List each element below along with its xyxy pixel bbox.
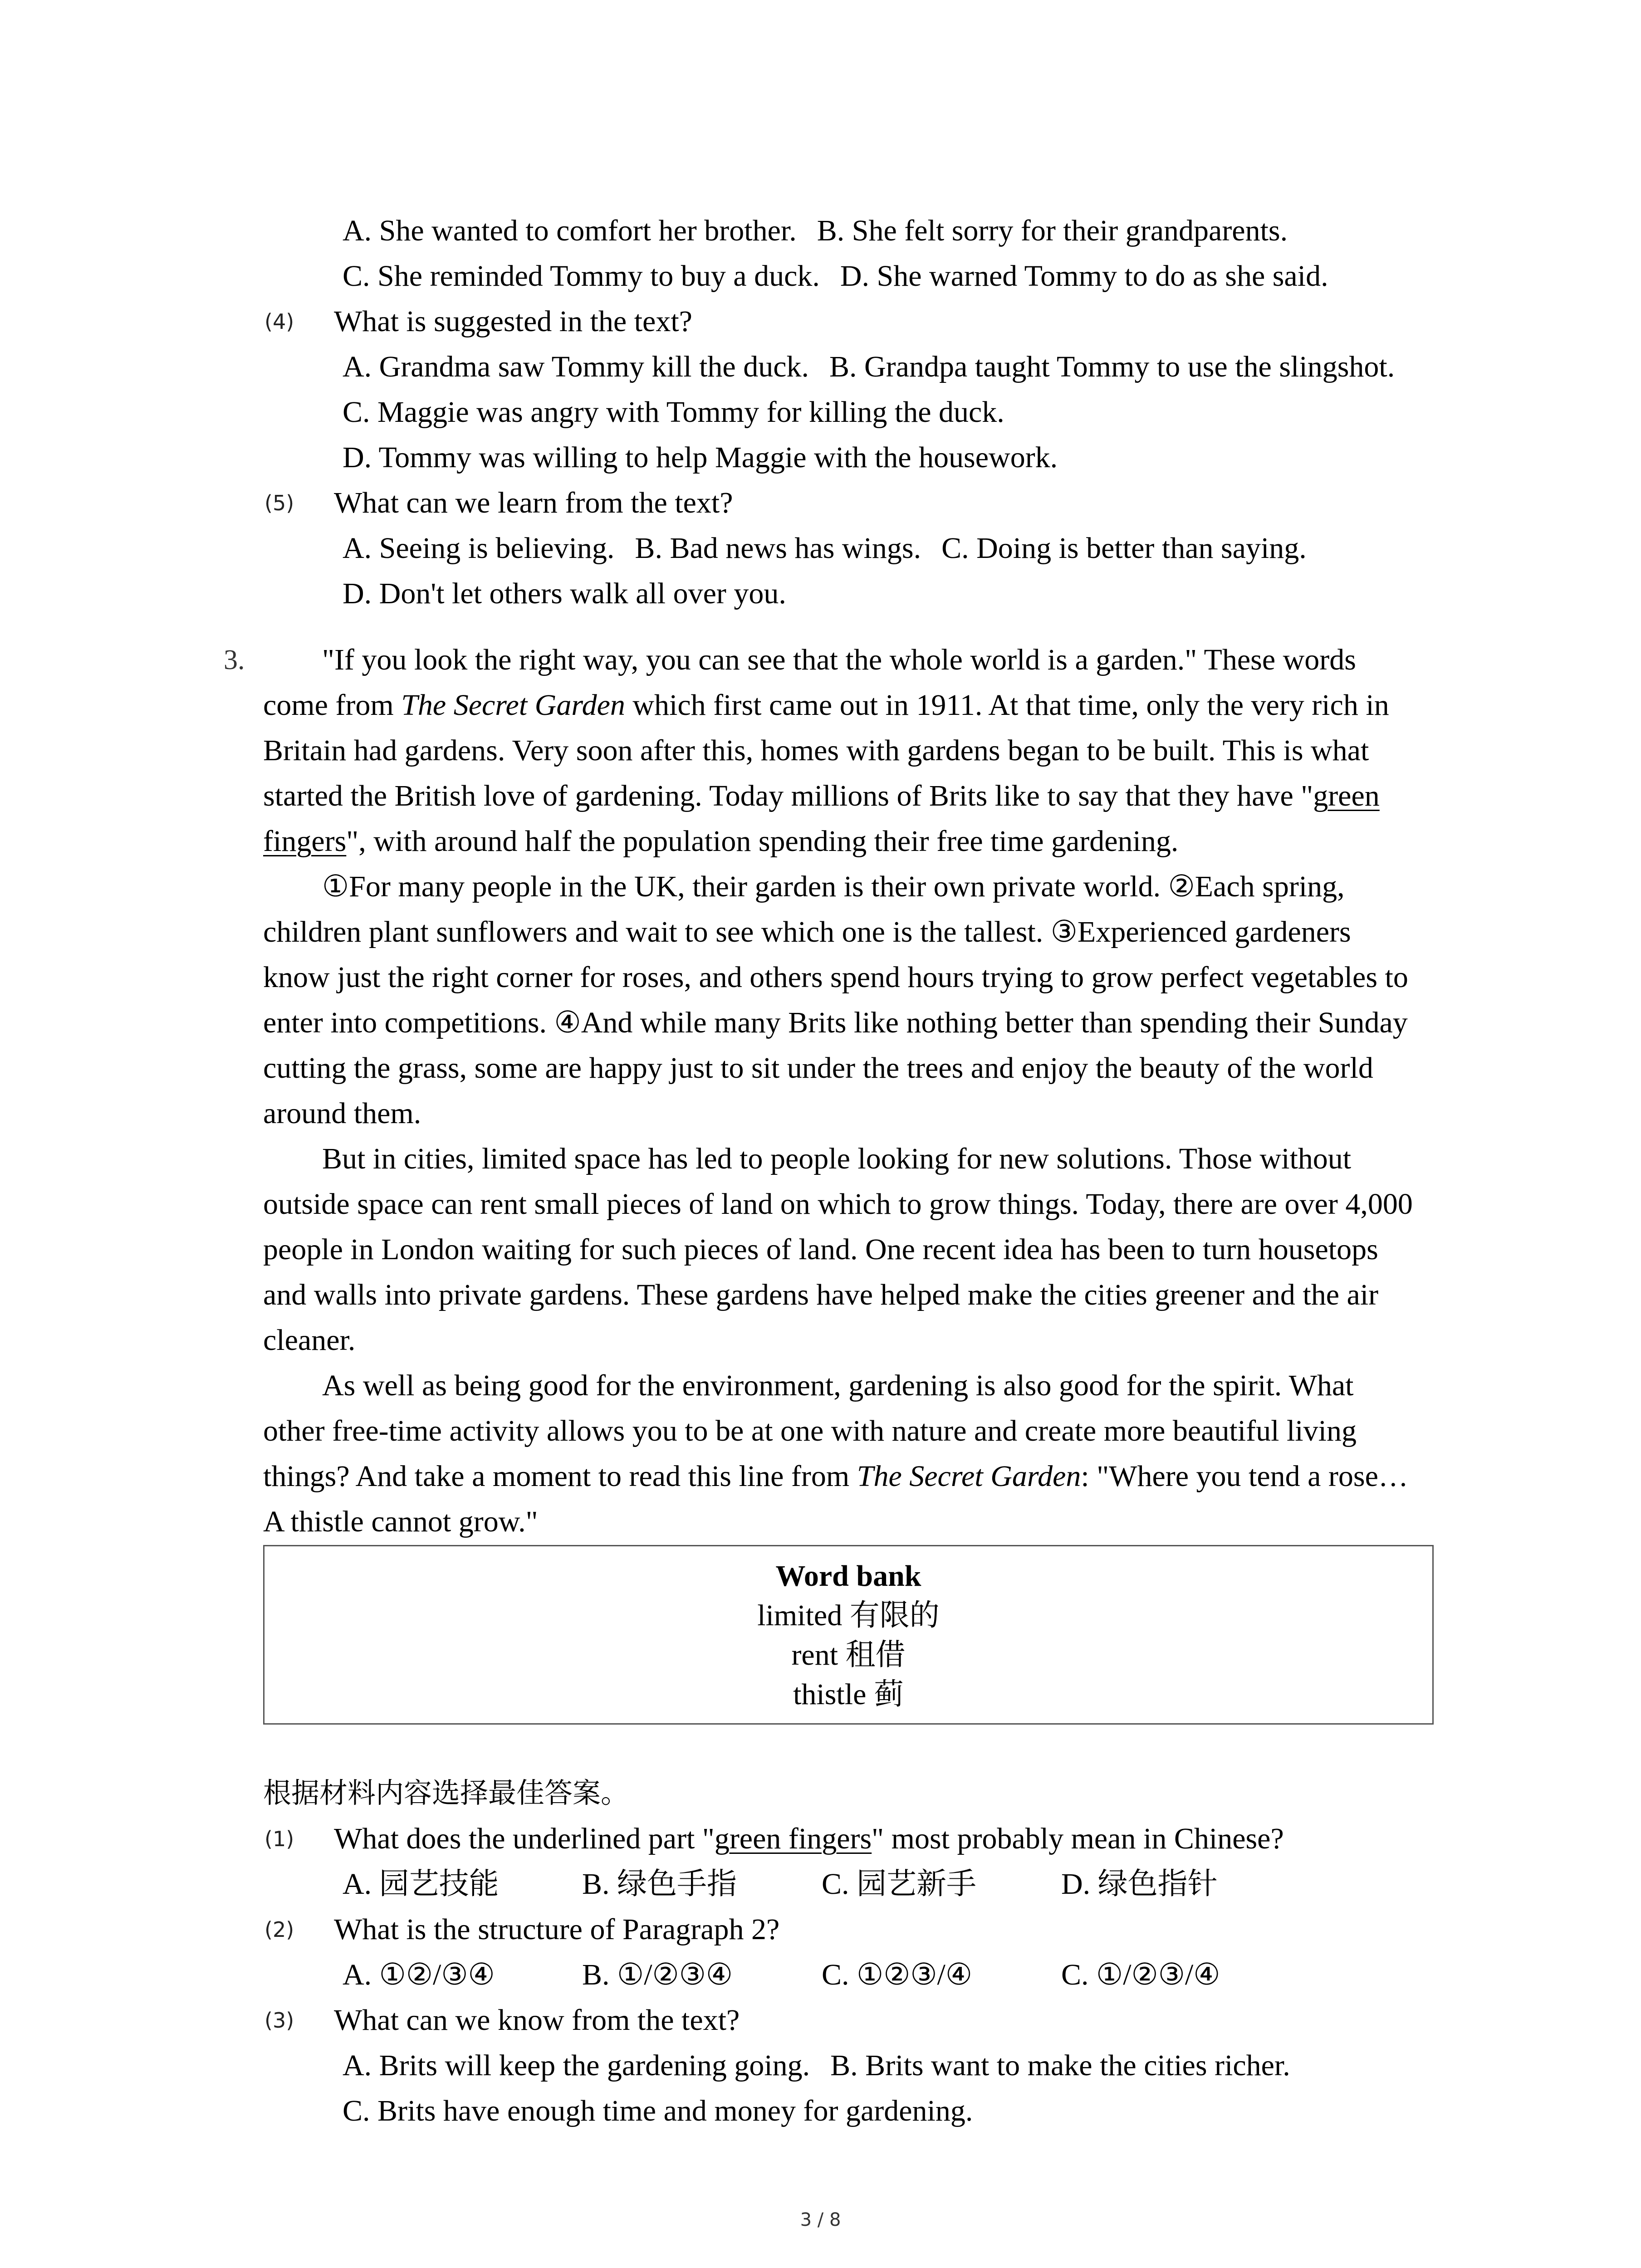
option-b: B. Brits want to make the cities richer. (830, 2049, 1290, 2082)
option-a: A. ①②/③④ (343, 1958, 495, 1991)
passage-line (0, 683, 1641, 728)
passage-text: ", with around half the population spending their free time gardening. (346, 825, 1179, 858)
option-a: A. Brits will keep the gardening going. (343, 2049, 810, 2082)
option-row (0, 254, 1641, 299)
option-a: A. Grandma saw Tommy kill the duck. (343, 350, 809, 383)
passage-text: started the British love of gardening. Today millions of Brits like to say that they have " (263, 779, 1313, 812)
page-number: 3 / 8 (800, 2209, 841, 2230)
passage-line (0, 909, 1641, 955)
option-c: C. Doing is better than saying. (941, 532, 1307, 565)
passage-text: children plant sunflowers and wait to see which one is the tallest. ③Experienced gardeners (263, 915, 1351, 948)
option-d: D. 绿色指针 (1061, 1867, 1218, 1901)
passage-questions (0, 1771, 1641, 2134)
passage-text: people in London waiting for such pieces of land. One recent idea has been to turn housetops (263, 1233, 1378, 1266)
option-c: C. 园艺新手 (822, 1867, 977, 1901)
passage-text: A thistle cannot grow." (263, 1505, 538, 1538)
option-row (0, 571, 1641, 616)
passage-line (0, 1227, 1641, 1272)
question-number: (1) (265, 1827, 294, 1851)
option-c: C. She reminded Tommy to buy a duck. (343, 259, 820, 293)
word-bank-entry: thistle 蓟 (793, 1678, 904, 1711)
question-number: (2) (265, 1917, 294, 1942)
passage-line (0, 955, 1641, 1000)
question-number: (5) (265, 491, 294, 515)
passage-line (0, 864, 1641, 909)
question-text: What is the structure of Paragraph 2? (334, 1913, 780, 1946)
passage-number: 3. (224, 645, 245, 675)
passage-text: and walls into private gardens. These gardens have helped make the cities greener and the air (263, 1278, 1379, 1311)
option-b: B. 绿色手指 (582, 1867, 737, 1901)
option-row (0, 1952, 1641, 1998)
book-title: The Secret Garden (857, 1460, 1081, 1493)
passage-line (0, 1408, 1641, 1454)
option-row (0, 526, 1641, 571)
word-bank (263, 1545, 1434, 1725)
question-text: What can we know from the text? (334, 2004, 740, 2037)
option-row (0, 2088, 1641, 2134)
option-b: B. Grandpa taught Tommy to use the slingshot. (829, 350, 1395, 383)
passage-text: outside space can rent small pieces of land on which to grow things. Today, there are over 4,000 (263, 1188, 1413, 1221)
option-a: A. 园艺技能 (343, 1867, 499, 1901)
underlined-phrase: green (1313, 779, 1380, 812)
passage-line (0, 819, 1641, 864)
option-row (0, 390, 1641, 435)
word-bank-entry: rent 租借 (791, 1638, 906, 1672)
previous-questions (0, 208, 1641, 616)
option-row (0, 208, 1641, 254)
passage-line (0, 773, 1641, 819)
passage-text: ①For many people in the UK, their garden is their own private world. ②Each spring, (322, 870, 1345, 903)
passage-text: know just the right corner for roses, and others spend hours trying to grow perfect vegetables to (263, 961, 1408, 994)
question-number: (4) (265, 309, 294, 334)
passage-text: But in cities, limited space has led to people looking for new solutions. Those without (322, 1142, 1352, 1175)
passage-line (0, 1046, 1641, 1091)
word-bank-title: Word bank (775, 1559, 921, 1593)
question-3-stem (0, 1998, 1641, 2043)
passage-line (0, 1363, 1641, 1408)
question-text: What does the underlined part " (334, 1822, 715, 1855)
passage-text: around them. (263, 1097, 421, 1130)
question-2-stem (0, 1907, 1641, 1952)
option-b: B. Bad news has wings. (635, 532, 921, 565)
question-text: " most probably mean in Chinese? (872, 1822, 1284, 1855)
option-row (0, 1862, 1641, 1907)
option-row (0, 435, 1641, 480)
option-d: D. She warned Tommy to do as she said. (840, 259, 1328, 293)
option-c: C. Brits have enough time and money for gardening. (343, 2094, 973, 2127)
passage-text: As well as being good for the environment, gardening is also good for the spirit. What (322, 1369, 1354, 1402)
option-row (0, 2043, 1641, 2088)
passage-line (0, 637, 1641, 683)
passage-line (0, 1000, 1641, 1046)
passage-line (0, 1318, 1641, 1363)
question-number: (3) (265, 2008, 294, 2033)
option-c: C. ①②③/④ (822, 1958, 973, 1991)
instruction-text: 根据材料内容选择最佳答案。 (263, 1778, 629, 1809)
question-text: What can we learn from the text? (334, 486, 733, 519)
passage-text: Britain had gardens. Very soon after this, homes with gardens began to be built. This is what (263, 734, 1369, 767)
option-c: C. Maggie was angry with Tommy for killing the duck. (343, 396, 1004, 429)
book-title: The Secret Garden (401, 689, 625, 722)
question-4-stem (0, 299, 1641, 344)
option-a: A. Seeing is believing. (343, 532, 615, 565)
question-5-stem (0, 480, 1641, 526)
option-b: B. She felt sorry for their grandparents. (817, 214, 1288, 247)
passage-text: cutting the grass, some are happy just to sit under the trees and enjoy the beauty of the world (263, 1051, 1373, 1085)
passage-text: "If you look the right way, you can see that the whole world is a garden." These words (322, 643, 1356, 676)
passage-text: which first came out in 1911. At that time, only the very rich in (625, 689, 1389, 722)
passage-line (0, 1499, 1641, 1545)
instruction (0, 1771, 1641, 1816)
option-a: A. She wanted to comfort her brother. (343, 214, 797, 247)
option-b: B. ①/②③④ (582, 1958, 733, 1991)
passage-text: things? And take a moment to read this line from (263, 1460, 857, 1493)
option-d: C. ①/②③/④ (1061, 1958, 1220, 1991)
underlined-phrase: green fingers (714, 1822, 872, 1855)
option-d: D. Don't let others walk all over you. (343, 577, 786, 610)
passage-text: come from (263, 689, 402, 722)
passage-line (0, 1091, 1641, 1136)
reading-passage (0, 637, 1641, 1545)
underlined-phrase: fingers (263, 825, 347, 858)
option-row (0, 344, 1641, 390)
passage-text: enter into competitions. ④And while many Brits like nothing better than spending their Sunday (263, 1006, 1408, 1039)
question-1-stem (0, 1816, 1641, 1862)
option-d: D. Tommy was willing to help Maggie with the housework. (343, 441, 1058, 474)
passage-text: other free-time activity allows you to be at one with nature and create more beautiful living (263, 1414, 1357, 1447)
passage-text: : "Where you tend a rose… (1081, 1460, 1408, 1493)
passage-line (0, 1136, 1641, 1182)
passage-text: cleaner. (263, 1324, 356, 1357)
question-text: What is suggested in the text? (334, 305, 692, 338)
passage-line (0, 728, 1641, 773)
passage-line (0, 1272, 1641, 1318)
passage-line (0, 1182, 1641, 1227)
word-bank-entry: limited 有限的 (757, 1599, 940, 1632)
passage-line (0, 1454, 1641, 1499)
